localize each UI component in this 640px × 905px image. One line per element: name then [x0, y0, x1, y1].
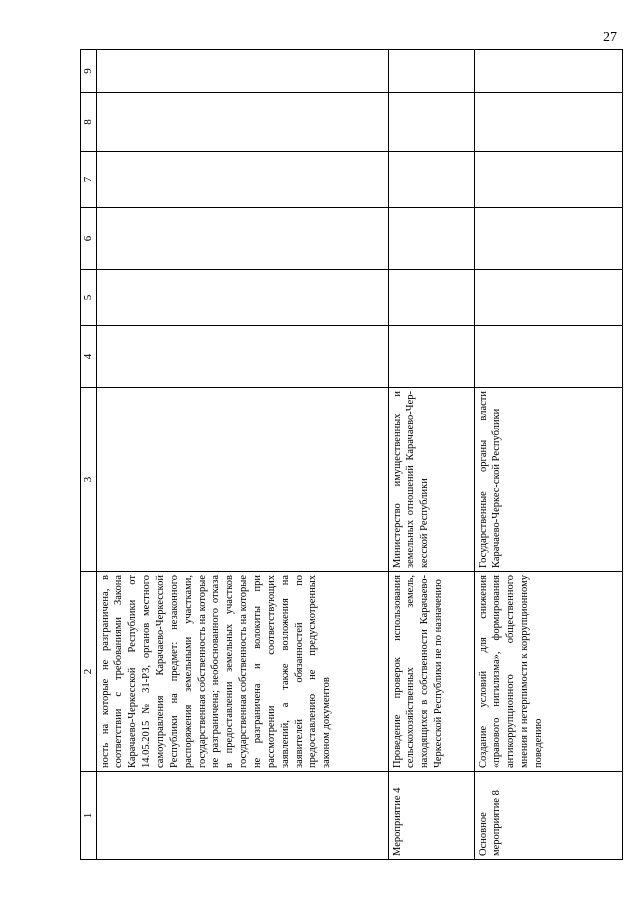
col-header-2: 2 — [81, 572, 97, 772]
col-header-6: 6 — [81, 208, 97, 270]
row-1-col-3 — [96, 388, 388, 572]
col-header-1: 1 — [81, 772, 97, 860]
row-1-col-9 — [96, 50, 388, 93]
row-3-col-1: Основное мероприятие 8 — [474, 772, 622, 860]
row-2-col-4 — [388, 326, 474, 388]
row-2-col-8 — [388, 93, 474, 152]
row-2-col-9 — [388, 50, 474, 93]
col-header-7: 7 — [81, 152, 97, 208]
row-3-col-6 — [474, 208, 622, 270]
row-2-col-3: Министерство имущественных и земельных отношений Карачаево-Чер-кесской Республики — [388, 388, 474, 572]
col-header-8: 8 — [81, 93, 97, 152]
col-header-4: 4 — [81, 326, 97, 388]
row-3-col-2: Создание условий для снижения «правового нигилизма», формирования антикоррупционного общественного мнения и нетерпимости к коррупционному поведению — [474, 572, 622, 772]
row-3-col-5 — [474, 270, 622, 326]
row-2-col-1: Мероприятие 4 — [388, 772, 474, 860]
row-3-col-8 — [474, 93, 622, 152]
row-3-col-3: Государственные органы власти Карачаево-Черкес-ской Республики — [474, 388, 622, 572]
col-header-3: 3 — [81, 388, 97, 572]
table-row — [96, 50, 388, 860]
row-1-col-8 — [96, 93, 388, 152]
row-3-col-4 — [474, 326, 622, 388]
row-1-col-6 — [96, 208, 388, 270]
header-row — [81, 50, 97, 860]
row-2-col-6 — [388, 208, 474, 270]
row-2-col-7 — [388, 152, 474, 208]
row-1-col-7 — [96, 152, 388, 208]
row-1-col-4 — [96, 326, 388, 388]
rotated-table-container — [80, 50, 623, 860]
row-1-col-5 — [96, 270, 388, 326]
table-row — [388, 50, 474, 860]
table-row — [474, 50, 622, 860]
col-header-9: 9 — [81, 50, 97, 93]
row-1-col-1 — [96, 772, 388, 860]
page-number: 27 — [603, 30, 617, 45]
row-2-col-2: Проведение проверок использования сельскохозяйственных земель, находящихся в собственности Карачаево-Черкесской Республики не по назначению — [388, 572, 474, 772]
row-2-col-5 — [388, 270, 474, 326]
row-3-col-7 — [474, 152, 622, 208]
measures-table — [80, 49, 623, 860]
row-3-col-9 — [474, 50, 622, 93]
row-1-col-2: ность на которые не разграничена, в соответствии с требованиями Закона Карачаево-Черкесской Республики от 14.05.2015 № 31-РЗ, органов местного самоуправления Карачаево-Черкесской Республики на предмет: незаконного распоряжения земельными участками, государственная собственность на которые не разграничена; необоснованного отказа в предоставлении земельных участков государственная собственность на которые не разграничена и волокиты при рассмотрении соответствующих заявлений, а также возложения на заявителей обязанностей по предоставлению не предусмотренных законом документов — [96, 572, 388, 772]
col-header-5: 5 — [81, 270, 97, 326]
